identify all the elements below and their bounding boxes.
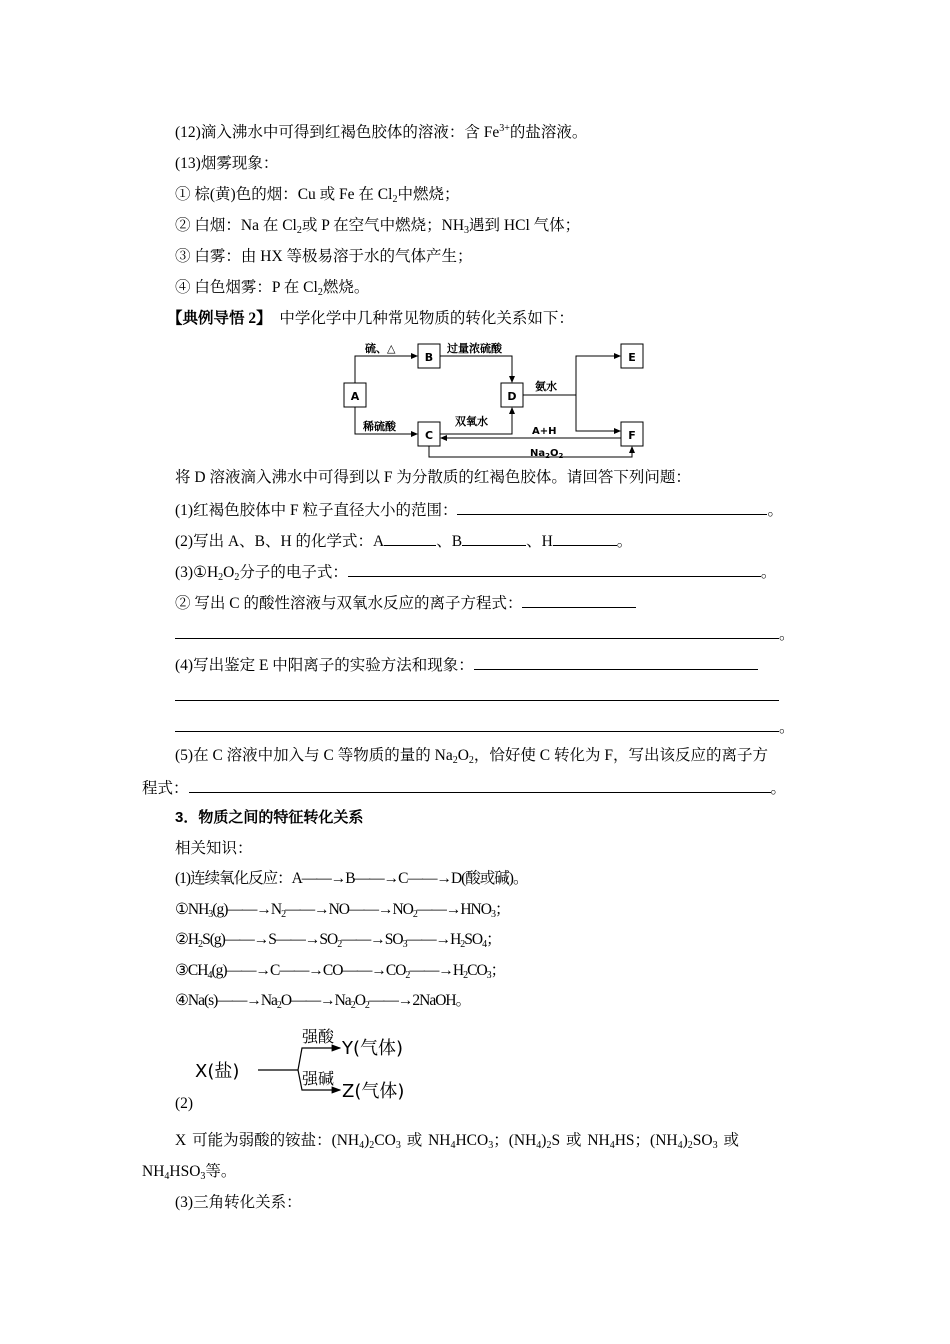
answer-blank-h[interactable] [553,530,617,546]
arrow-d-e [576,356,620,395]
line-13-1: ① 棕(黄)色的烟：Cu 或 Fe 在 $Cl_2$中燃烧； [175,186,460,205]
label-ab: 硫、△ [365,342,396,355]
node-a: A [350,390,360,403]
reaction-2: $②H_2S(g)——\to S——\to SO_2——\to SO_3——\to H_2SO_4$； [175,931,501,950]
answer-blank[interactable] [522,592,636,608]
question-5: (5)在 C 溶液中加入与 C 等物质的量的 $Na_2O_2$，恰好使 C 转化为 F，写出该反应的离子方 [175,747,768,766]
arrow-a-b [355,356,417,383]
part-2-number: (2) [175,1095,194,1112]
answer-blank[interactable] [348,561,761,577]
x-label: X(盐) [195,1061,240,1082]
label-de: 氨水 [535,380,557,393]
answer-line [175,685,779,707]
reaction-3: $③CH_4(g)——\to C——\to CO——\to CO_2——\to H_2CO_3$； [175,962,506,981]
line-13-4: ④ 白色烟雾：P 在 $Cl_2$燃烧。 [175,279,370,298]
question-5-cont: 程式： 。 [142,777,786,799]
knowledge-label: 相关知识： [175,840,253,857]
answer-blank[interactable] [457,499,767,515]
answer-line: 。 [175,716,795,738]
label-cd: 双氧水 [455,415,488,428]
y-label: Y(气体) [342,1038,404,1059]
part-2-text: X 可能为弱酸的铵盐：$(NH_4)_2CO_3$ 或 $NH_4HCO_3$；$(NH_4)_2S$ 或 $NH_4HS$；$(NH_4)_2SO_3$ 或 [175,1132,739,1151]
arrow-d-f [576,395,620,431]
answer-blank-b[interactable] [462,530,526,546]
acid-label: 强酸 [302,1027,335,1046]
question-3-2: ② 写出 C 的酸性溶液与双氧水反应的离子方程式： [175,592,636,614]
answer-blank-a[interactable] [384,530,436,546]
node-f: F [628,429,636,442]
answer-blank[interactable] [474,654,758,670]
reaction-4: $④Na(s)——\to Na_2O——\to Na_2O_2——\to 2NaOH$。 [175,992,471,1011]
answer-blank[interactable] [175,685,779,701]
node-b: B [424,351,434,364]
arrow-acid [298,1048,340,1070]
line-13: (13)烟雾现象： [175,155,279,172]
question-3-1: $(3)①H_2O_2$分子的电子式： 。 [175,561,776,583]
line-12: (12)滴入沸水中可得到红褐色胶体的溶液：含 $Fe^{3+}$的盐溶液。 [175,123,588,141]
label-fc: A+H [532,426,557,437]
question-2: (2)写出 A、B、H 的化学式：A 、B 、H 。 [175,530,632,552]
answer-blank[interactable] [189,777,771,793]
arrow-b-d [440,356,512,382]
example-heading: 【典例导悟 2】 中学化学中几种常见物质的转化关系如下： [167,310,574,327]
answer-blank[interactable] [175,623,779,639]
line-13-2: ② 白烟：Na 在 $Cl_2$或 P 在空气中燃烧；$NH_3$遇到 HCl 气体； [175,217,581,236]
question-intro: 将 D 溶液滴入沸水中可得到以 F 为分散质的红褐色胶体。请回答下列问题： [175,469,691,486]
base-label: 强碱 [302,1069,335,1088]
line-13-3: ③ 白雾：由 HX 等极易溶于水的气体产生； [175,248,473,265]
oxidation-chain: (1)连续氧化反应：A——→B——→C——→D(酸或碱)。 [175,870,528,887]
section-3-heading: 3．物质之间的特征转化关系 [175,809,364,826]
question-4: (4)写出鉴定 E 中阳离子的实验方法和现象： [175,654,758,676]
z-label: Z(气体) [342,1081,405,1102]
label-bd: 过量浓硫酸 [447,342,502,355]
answer-blank[interactable] [175,716,779,732]
node-d: D [507,390,517,403]
answer-line: 。 [175,623,795,645]
part-2-text-cont: $NH_4HSO_3$等。 [142,1163,237,1182]
question-1: (1)红褐色胶体中 F 粒子直径大小的范围： 。 [175,499,783,521]
part-3: (3)三角转化关系： [175,1194,302,1211]
salt-diagram [190,1020,440,1110]
label-na2o2: $Na_2O_2$ [530,448,564,460]
label-ac: 稀硫酸 [363,420,396,433]
conversion-diagram [335,335,655,465]
reaction-1: $①NH_3(g)——\to N_2——\to NO——\to NO_2——\to HNO_3$； [175,901,510,920]
node-e: E [628,351,636,364]
node-c: C [424,429,434,442]
